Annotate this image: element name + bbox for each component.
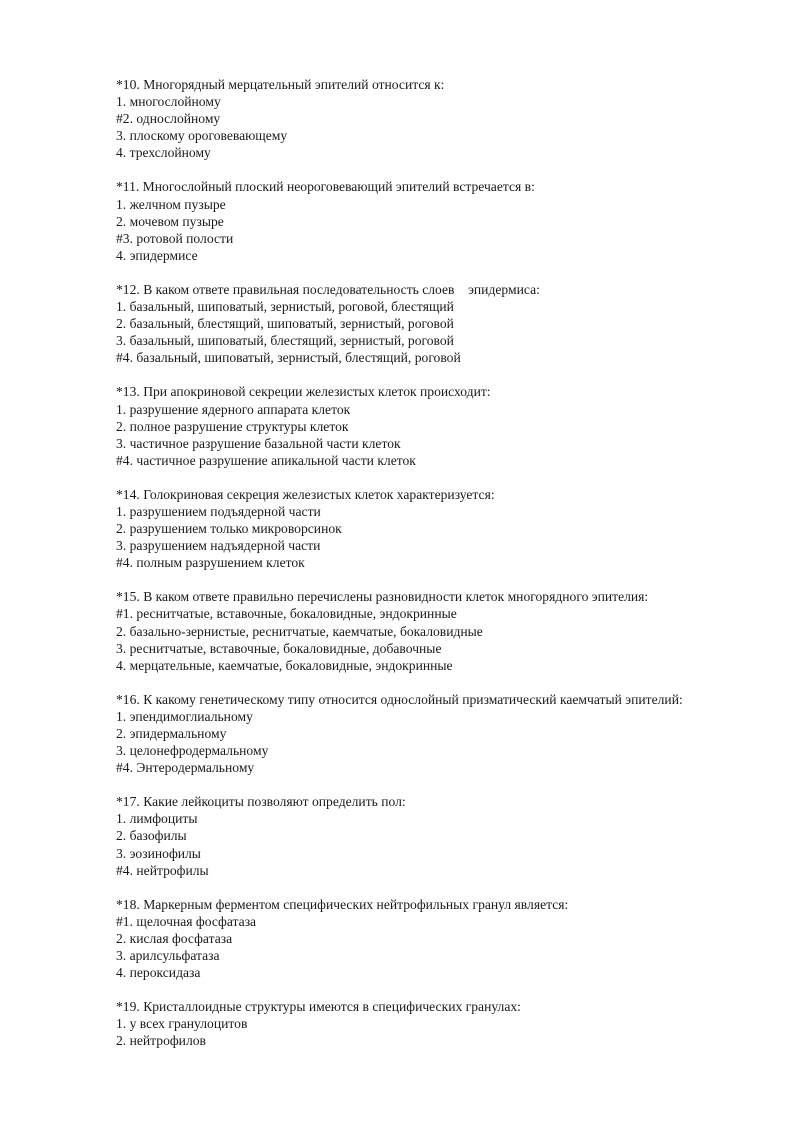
- question-10: [116, 76, 756, 161]
- answer-option: 4. эпидермисе: [116, 247, 198, 263]
- answer-option: #4. базальный, шиповатый, зернистый, блестящий, роговой: [116, 350, 461, 366]
- answer-option: 2. базофилы: [116, 828, 187, 844]
- answer-option: 2. базально-зернистые, реснитчатые, каемчатые, бокаловидные: [116, 623, 483, 639]
- question-19: [116, 998, 756, 1049]
- question-title: *10. Многорядный мерцательный эпителий относится к:: [116, 77, 445, 92]
- answer-option: 1. желчном пузыре: [116, 196, 226, 212]
- answer-option: 3. разрушением надъядерной части: [116, 538, 321, 554]
- answer-option: 1. эпендимоглиальному: [116, 708, 253, 724]
- question-title: *13. При апокриновой секреции железистых клеток происходит:: [116, 384, 491, 400]
- answer-option: 1. разрушение ядерного аппарата клеток: [116, 401, 351, 417]
- question-title: *11. Многослойный плоский неороговевающий эпителий встречается в:: [116, 179, 535, 195]
- answer-option: #1. реснитчатые, вставочные, бокаловидные, эндокринные: [116, 606, 457, 622]
- answer-option: 1. базальный, шиповатый, зернистый, роговой, блестящий: [116, 299, 454, 315]
- answer-option: #4. нейтрофилы: [116, 862, 209, 878]
- answer-option: #4. полным разрушением клеток: [116, 555, 305, 571]
- answer-option: 2. мочевом пузыре: [116, 213, 224, 229]
- question-11: [116, 178, 756, 263]
- question-14: [116, 486, 756, 571]
- question-13: [116, 383, 756, 468]
- question-18: [116, 896, 756, 981]
- answer-option: #4. частичное разрушение апикальной части клеток: [116, 452, 416, 468]
- answer-option: 1. лимфоциты: [116, 811, 198, 827]
- question-17: [116, 793, 756, 878]
- answer-option: 3. реснитчатые, вставочные, бокаловидные, добавочные: [116, 640, 442, 656]
- answer-option: 4. мерцательные, каемчатые, бокаловидные, эндокринные: [116, 657, 453, 673]
- answer-option: #2. однослойному: [116, 111, 221, 127]
- answer-option: #3. ротовой полости: [116, 230, 234, 246]
- answer-option: 3. целонефродермальному: [116, 743, 269, 759]
- question-16: [116, 691, 756, 776]
- answer-option: 2. полное разрушение структуры клеток: [116, 418, 349, 434]
- question-title: *17. Какие лейкоциты позволяют определить пол:: [116, 794, 406, 810]
- answer-option: 3. арилсульфатаза: [116, 948, 220, 964]
- question-title: *18. Маркерным ферментом специфических нейтрофильных гранул является:: [116, 896, 569, 912]
- answer-option: 3. базальный, шиповатый, блестящий, зернистый, роговой: [116, 333, 454, 349]
- answer-option: #1. щелочная фосфатаза: [116, 913, 257, 929]
- answer-option: #4. Энтеродермальному: [116, 760, 255, 776]
- answer-option: 2. нейтрофилов: [116, 1033, 206, 1049]
- answer-option: 3. эозинофилы: [116, 845, 201, 861]
- answer-option: 2. эпидермальному: [116, 726, 227, 741]
- answer-option: 2. базальный, блестящий, шиповатый, зернистый, роговой: [116, 316, 454, 332]
- question-12: [116, 281, 756, 366]
- question-15: [116, 588, 756, 673]
- answer-option: 4. трехслойному: [116, 145, 211, 161]
- question-title: *19. Кристаллоидные структуры имеются в специфических гранулах:: [116, 999, 521, 1015]
- question-title: *16. К какому генетическому типу относится однослойный призматический каемчатый эпителий:: [116, 691, 683, 707]
- question-list: [116, 76, 756, 1067]
- answer-option: 3. частичное разрушение базальной части клеток: [116, 435, 401, 451]
- question-title: *14. Голокриновая секреция железистых клеток характеризуется:: [116, 486, 495, 502]
- question-title: *15. В каком ответе правильно перечислены разновидности клеток многорядного эпителия:: [116, 589, 649, 605]
- answer-option: 4. пероксидаза: [116, 965, 201, 981]
- answer-option: 2. разрушением только микроворсинок: [116, 521, 342, 537]
- question-title: *12. В каком ответе правильная последовательность слоев эпидермиса:: [116, 281, 540, 297]
- answer-option: 3. плоскому ороговевающему: [116, 128, 288, 144]
- answer-option: 2. кислая фосфатаза: [116, 930, 233, 946]
- answer-option: 1. у всех гранулоцитов: [116, 1016, 248, 1032]
- answer-option: 1. разрушением подъядерной части: [116, 503, 321, 519]
- answer-option: 1. многослойному: [116, 94, 221, 110]
